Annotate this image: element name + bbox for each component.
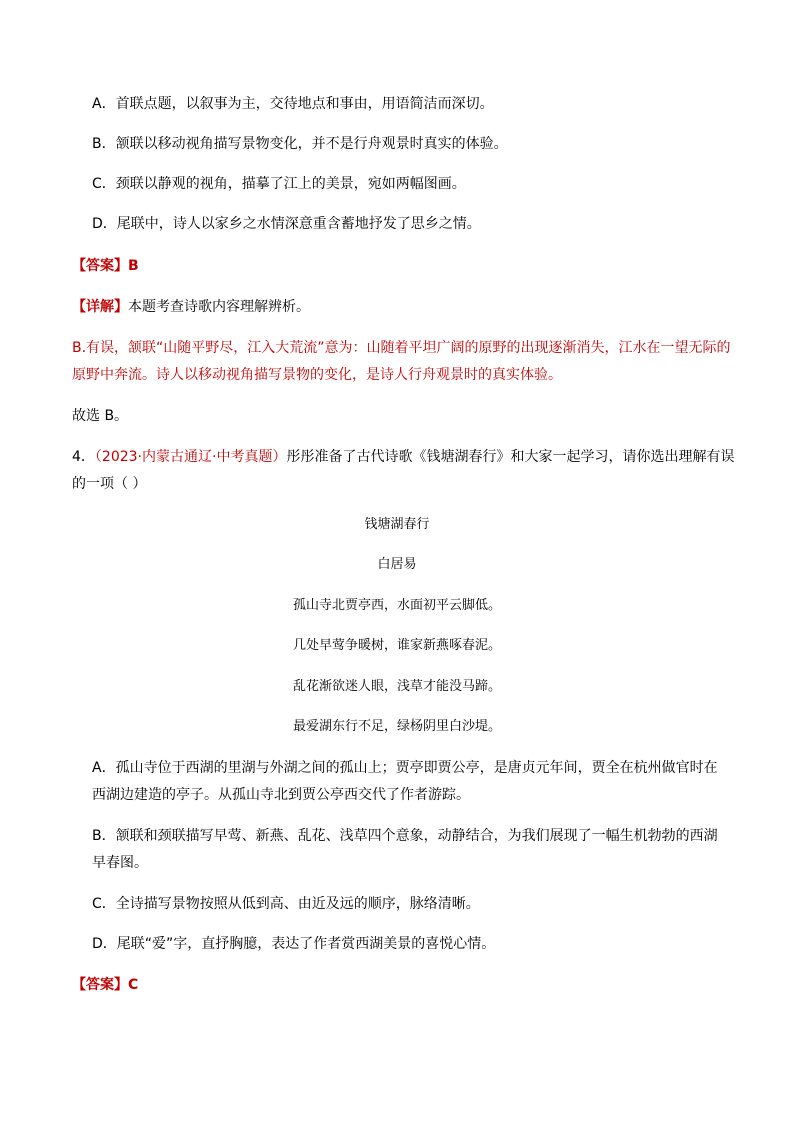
option-text: 全诗描写景物按照从低到高、由近及远的顺序，脉络清晰。	[115, 896, 480, 912]
option-text: 首联点题，以叙事为主，交待地点和事由，用语简洁而深切。	[115, 96, 494, 112]
question-number: 4．	[72, 449, 95, 465]
option-letter: A．	[92, 96, 116, 112]
option-b-line-2: 早春图。	[92, 855, 148, 871]
analysis-line-1: B.有误，颔联“山随平野尽，江入大荒流”意为：山随着平坦广阔的原野的出现逐渐消失，江水在一望无际的	[72, 340, 731, 356]
answer-block	[72, 256, 139, 276]
poem-title: 钱塘湖春行	[364, 517, 430, 532]
poem-author: 白居易	[377, 557, 417, 572]
option-letter: C．	[92, 896, 116, 912]
option-letter: B．	[92, 828, 116, 844]
option-d	[92, 934, 495, 954]
option-text: 孤山寺位于西湖的里湖与外湖之间的孤山上；贾亭即贾公亭，是唐贞元年间，贾全在杭州做官时在	[115, 760, 718, 776]
option-letter: A．	[92, 760, 116, 776]
answer-label: 【答案】	[72, 258, 128, 274]
option-c	[92, 174, 466, 194]
option-letter: C．	[92, 176, 116, 192]
option-letter: D．	[92, 936, 117, 952]
conclusion: 故选 B。	[72, 408, 129, 424]
option-letter: B．	[92, 136, 116, 152]
poem-line-1: 孤山寺北贾亭西，水面初平云脚低。	[292, 598, 501, 613]
option-b	[92, 134, 508, 154]
analysis-line-2: 原野中奔流。诗人以移动视角描写景物的变化，是诗人行舟观景时的真实体验。	[72, 367, 562, 383]
option-b	[92, 826, 718, 846]
answer-value: B	[128, 258, 139, 274]
detail-text: 本题考查诗歌内容理解辨析。	[128, 299, 310, 315]
option-a-line-2: 西湖边建造的亭子。从孤山寺北到贾公亭西交代了作者游踪。	[92, 787, 470, 803]
poem-line-2: 几处早莺争暖树，谁家新燕啄春泥。	[292, 638, 501, 653]
option-a	[92, 94, 494, 114]
detail-label: 【详解】	[72, 299, 128, 315]
detail-block	[72, 297, 310, 317]
option-text: 颔联和颈联描写早莺、新燕、乱花、浅草四个意象，动静结合，为我们展现了一幅生机勃勃的西湖	[115, 828, 718, 844]
answer-value: C	[128, 977, 139, 993]
question-4-line-2: 的一项（ ）	[72, 476, 147, 492]
option-text: 尾联中，诗人以家乡之水情深意重含蓄地抒发了思乡之情。	[116, 216, 481, 232]
question-4	[72, 447, 734, 467]
question-text: 彤彤准备了古代诗歌《钱塘湖春行》和大家一起学习，请你选出理解有误	[286, 449, 735, 465]
option-text: 颈联以静观的视角，描摹了江上的美景，宛如两幅图画。	[115, 176, 466, 192]
option-c	[92, 894, 480, 914]
option-text: 尾联“爱”字，直抒胸臆，表达了作者赏西湖美景的喜悦心情。	[116, 936, 496, 952]
answer-block	[72, 975, 138, 995]
option-letter: D．	[92, 216, 117, 232]
option-a	[92, 758, 718, 778]
answer-label: 【答案】	[72, 977, 128, 993]
poem-line-4: 最爱湖东行不足，绿杨阴里白沙堤。	[292, 719, 501, 734]
question-source: （2023·内蒙古通辽·中考真题）	[94, 449, 287, 465]
option-d	[92, 214, 481, 234]
poem-line-3: 乱花渐欲迷人眼，浅草才能没马蹄。	[292, 679, 501, 694]
option-text: 颔联以移动视角描写景物变化，并不是行舟观景时真实的体验。	[115, 136, 508, 152]
